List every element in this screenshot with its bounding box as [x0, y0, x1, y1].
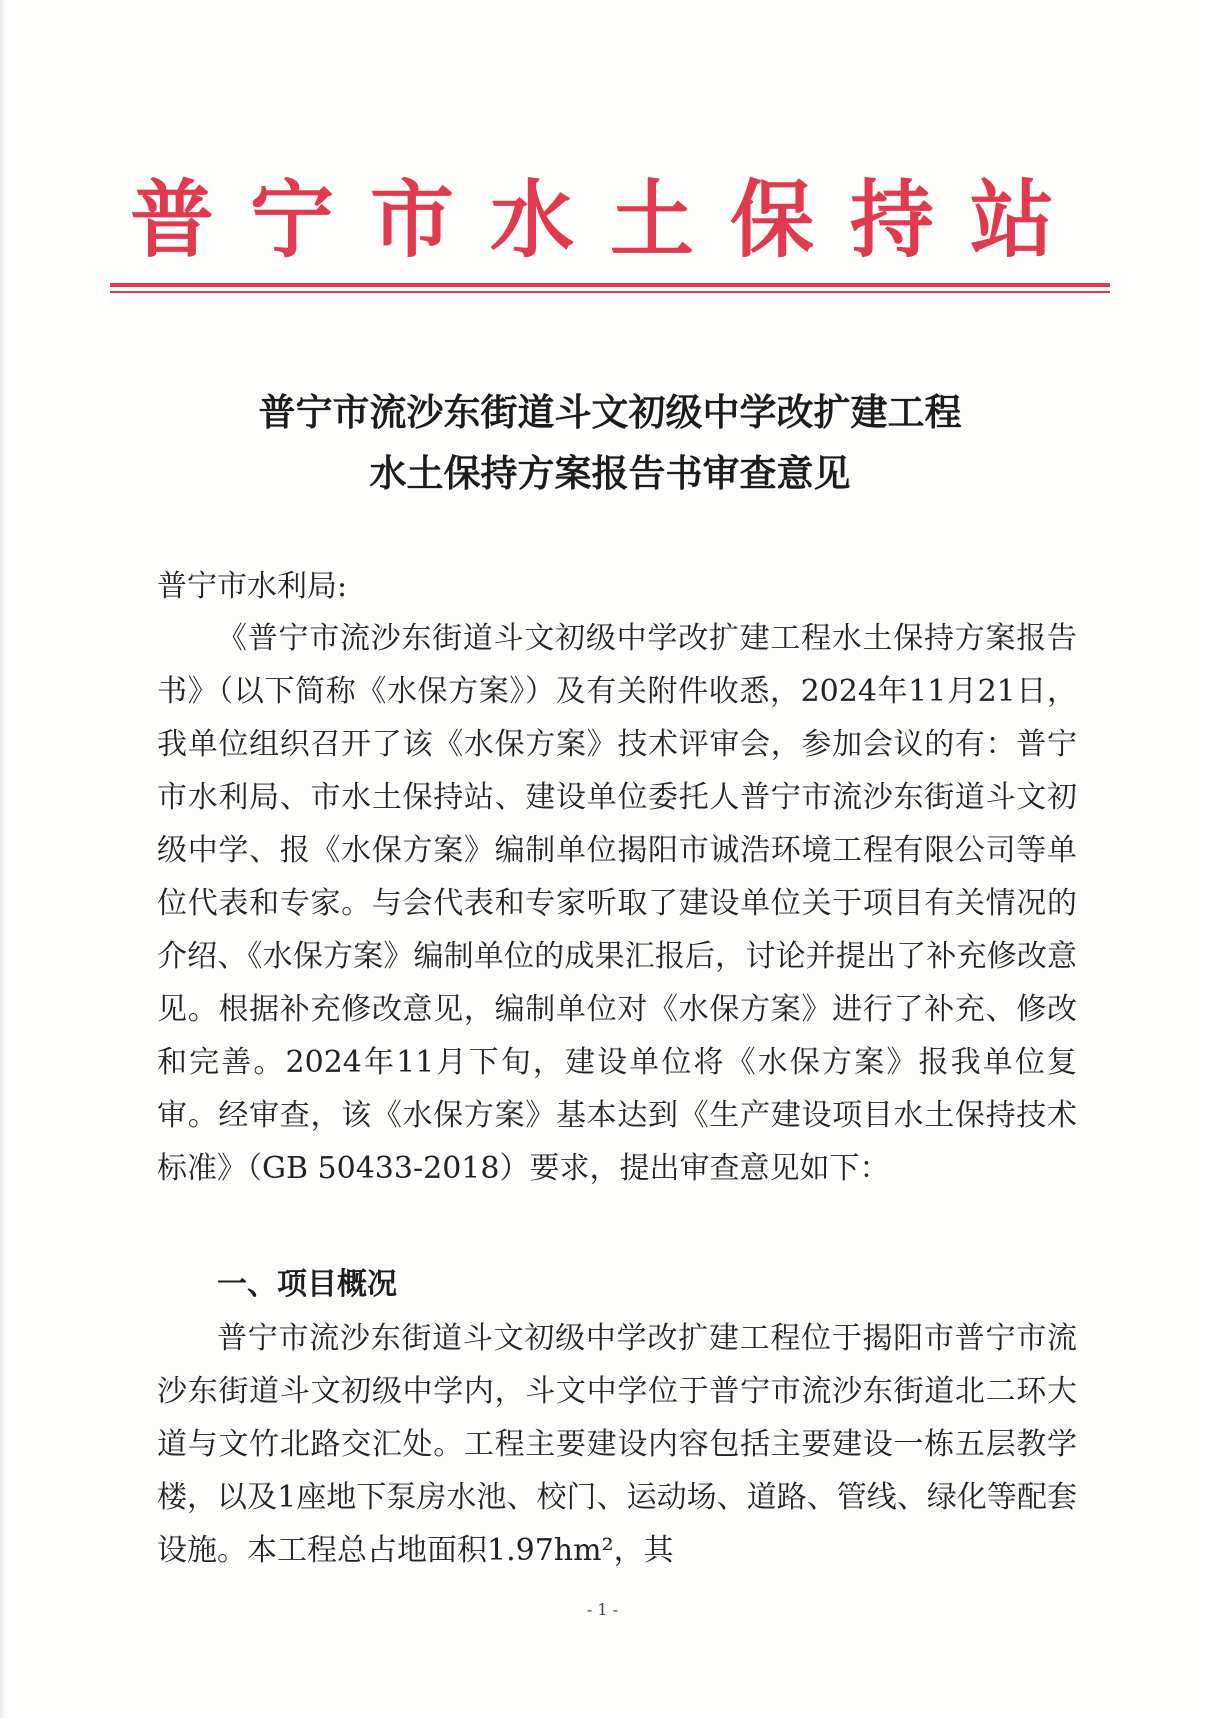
- section-heading-project-overview: 一、项目概况: [217, 1267, 397, 1302]
- intro-paragraph: 《普宁市流沙东街道斗文初级中学改扩建工程水土保持方案报告书》（以下简称《水保方案》）及有关附件收悉，2024年11月21日，我单位组织召开了该《水保方案》技术评审会，参加会议的有：普宁市水利局、市水土保持站、建设单位委托人普宁市流沙东街道斗文初级中学、报《水保方案》编制单位揭阳市诚浩环境工程有限公司等单位代表和专家。与会代表和专家听取了建设单位关于项目有关情况的介绍、《水保方案》编制单位的成果汇报后，讨论并提出了补充修改意见。根据补充修改意见，编制单位对《水保方案》进行了补充、修改和完善。2024年11月下旬，建设单位将《水保方案》报我单位复审。经审查，该《水保方案》基本达到《生产建设项目水土保持技术标准》（GB 50433-2018）要求，提出审查意见如下：: [157, 621, 1077, 1186]
- salutation: 普宁市水利局:: [157, 569, 348, 604]
- page-number: - 1 -: [586, 1600, 619, 1619]
- letterhead-red-rule-thick: [110, 283, 1110, 287]
- document-title-line-1: 普宁市流沙东街道斗文初级中学改扩建工程: [258, 390, 962, 434]
- page-edge-shadow: [0, 0, 6, 1718]
- project-overview-paragraph: 普宁市流沙东街道斗文初级中学改扩建工程位于揭阳市普宁市流沙东街道斗文初级中学内，斗文中学位于普宁市流沙东街道北二环大道与文竹北路交汇处。工程主要建设内容包括主要建设一栋五层教学楼，以及1座地下泵房水池、校门、运动场、道路、管线、绿化等配套设施。本工程总占地面积1.97hm²，其: [157, 1321, 1077, 1568]
- organization-letterhead: 普宁市水土保持站: [129, 170, 1090, 269]
- document-title-line-2: 水土保持方案报告书审查意见: [369, 451, 851, 495]
- letterhead-red-rule-thin: [110, 291, 1110, 293]
